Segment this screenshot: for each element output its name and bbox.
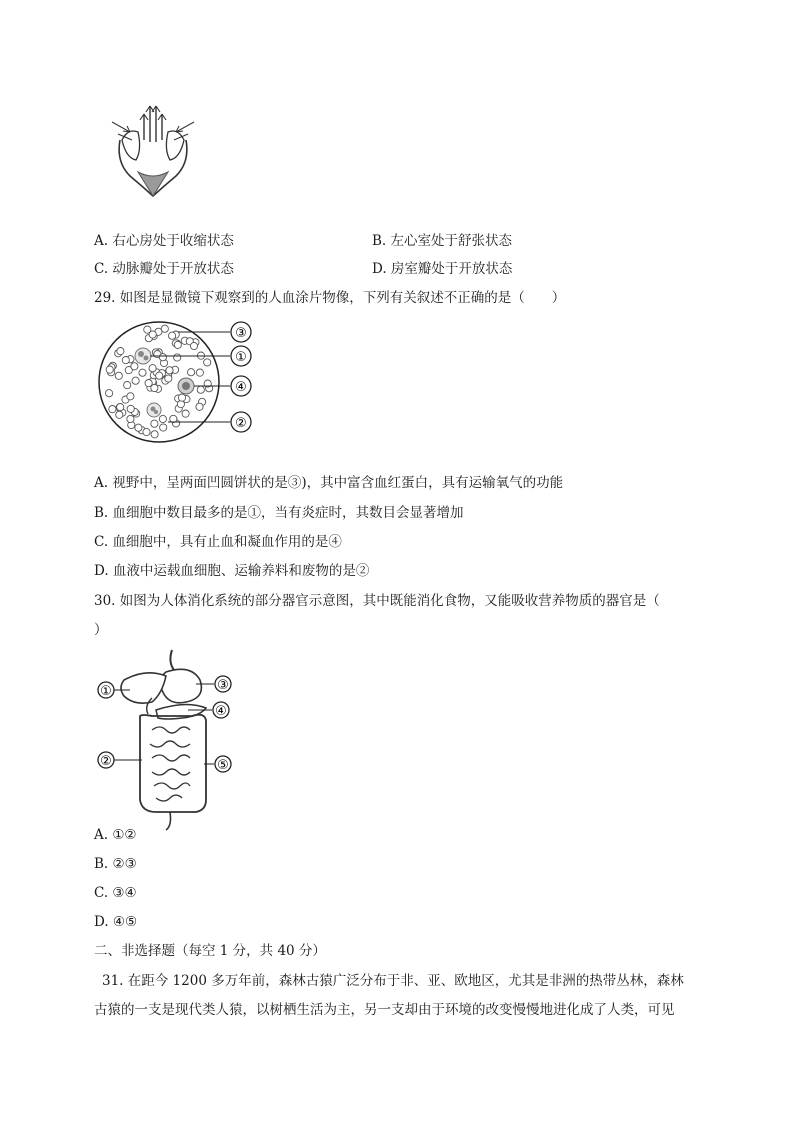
red-blood-cell [127, 405, 134, 412]
red-blood-cell [196, 403, 203, 410]
red-blood-cell [159, 354, 166, 361]
red-blood-cell [131, 363, 138, 370]
q28-option-d: D. 房室瓣处于开放状态 [372, 261, 513, 277]
heart-figure [108, 100, 198, 200]
red-blood-cell [135, 424, 142, 431]
red-blood-cell [174, 354, 181, 361]
q30-option-d: D. ④⑤ [94, 914, 138, 930]
red-blood-cell [149, 365, 156, 372]
q30-stem-line2: ） [94, 622, 108, 638]
red-blood-cell [115, 372, 122, 379]
red-blood-cell [117, 348, 124, 355]
red-blood-cell [170, 415, 177, 422]
red-blood-cell [165, 375, 172, 382]
digestive-system-figure [96, 650, 246, 830]
red-blood-cell [139, 369, 146, 376]
red-blood-cell [178, 394, 185, 401]
red-blood-cell [106, 366, 113, 373]
red-blood-cell [109, 406, 116, 413]
blood-label-3: ④ [235, 380, 247, 395]
q31-line1: 31. 在距今 1200 多万年前，森林古猿广泛分布于非、亚、欧地区，尤其是非洲的热带丛林，森林 [102, 973, 684, 989]
red-blood-cell [174, 341, 181, 348]
red-blood-cell [127, 393, 134, 400]
q30-option-c: C. ③④ [94, 885, 137, 901]
red-blood-cell [122, 357, 129, 364]
q28-option-a: A. 右心房处于收缩状态 [94, 233, 234, 249]
red-blood-cell [124, 382, 131, 389]
red-blood-cell [190, 342, 197, 349]
q30-stem-line1: 30. 如图为人体消化系统的部分器官示意图，其中既能消化食物，又能吸收营养物质的器官是（ [94, 593, 660, 609]
q31-line2: 古猿的一支是现代类人猿，以树栖生活为主，另一支却由于环境的改变慢慢地进化成了人类，可见 [94, 1002, 675, 1018]
red-blood-cell [169, 332, 176, 339]
red-blood-cell [196, 369, 203, 376]
q28-option-b: B. 左心室处于舒张状态 [372, 233, 513, 249]
red-blood-cell [188, 369, 195, 376]
red-blood-cell [127, 415, 134, 422]
red-blood-cell [106, 390, 113, 397]
q29-option-d: D. 血液中运载血细胞、运输养料和废物的是② [94, 563, 370, 579]
red-blood-cell [160, 424, 167, 431]
blood-smear-figure [98, 318, 268, 446]
section2-heading: 二、非选择题（每空 1 分，共 40 分） [94, 943, 326, 959]
q29-option-a: A. 视野中，呈两面凹圆饼状的是③)，其中富含血红蛋白，具有运输氧气的功能 [94, 475, 564, 491]
red-blood-cell [182, 410, 189, 417]
digestive-label-5: ⑤ [217, 758, 229, 773]
red-blood-cell [151, 420, 158, 427]
q30-option-b: B. ②③ [94, 856, 137, 872]
red-blood-cell [197, 386, 204, 393]
red-blood-cell [145, 380, 152, 387]
q29-stem: 29. 如图是显微镜下观察到的人血涂片物像，下列有关叙述不正确的是（ ） [94, 290, 566, 306]
red-blood-cell [204, 359, 211, 366]
red-blood-cell [156, 372, 163, 379]
blood-label-4: ② [235, 416, 247, 431]
red-blood-cell [159, 415, 166, 422]
q29-option-b: B. 血细胞中数目最多的是①，当有炎症时，其数目会显著增加 [94, 505, 464, 521]
red-blood-cell [166, 367, 173, 374]
red-blood-cell [151, 431, 158, 438]
digestive-label-4: ④ [215, 704, 227, 719]
red-blood-cell [144, 326, 151, 333]
q28-option-c: C. 动脉瓣处于开放状态 [94, 261, 234, 277]
red-blood-cell [132, 377, 139, 384]
red-blood-cell [143, 428, 150, 435]
red-blood-cell [177, 401, 184, 408]
red-blood-cell [116, 411, 123, 418]
blood-label-2: ① [235, 350, 247, 365]
digestive-label-2: ② [100, 754, 112, 769]
blood-label-1: ③ [235, 326, 247, 341]
digestive-label-1: ① [100, 684, 112, 699]
q29-option-c: C. 血细胞中，具有止血和凝血作用的是④ [94, 534, 342, 550]
red-blood-cell [117, 404, 124, 411]
digestive-label-3: ③ [217, 678, 229, 693]
q30-option-a: A. ①② [94, 827, 137, 843]
red-blood-cell [151, 384, 158, 391]
